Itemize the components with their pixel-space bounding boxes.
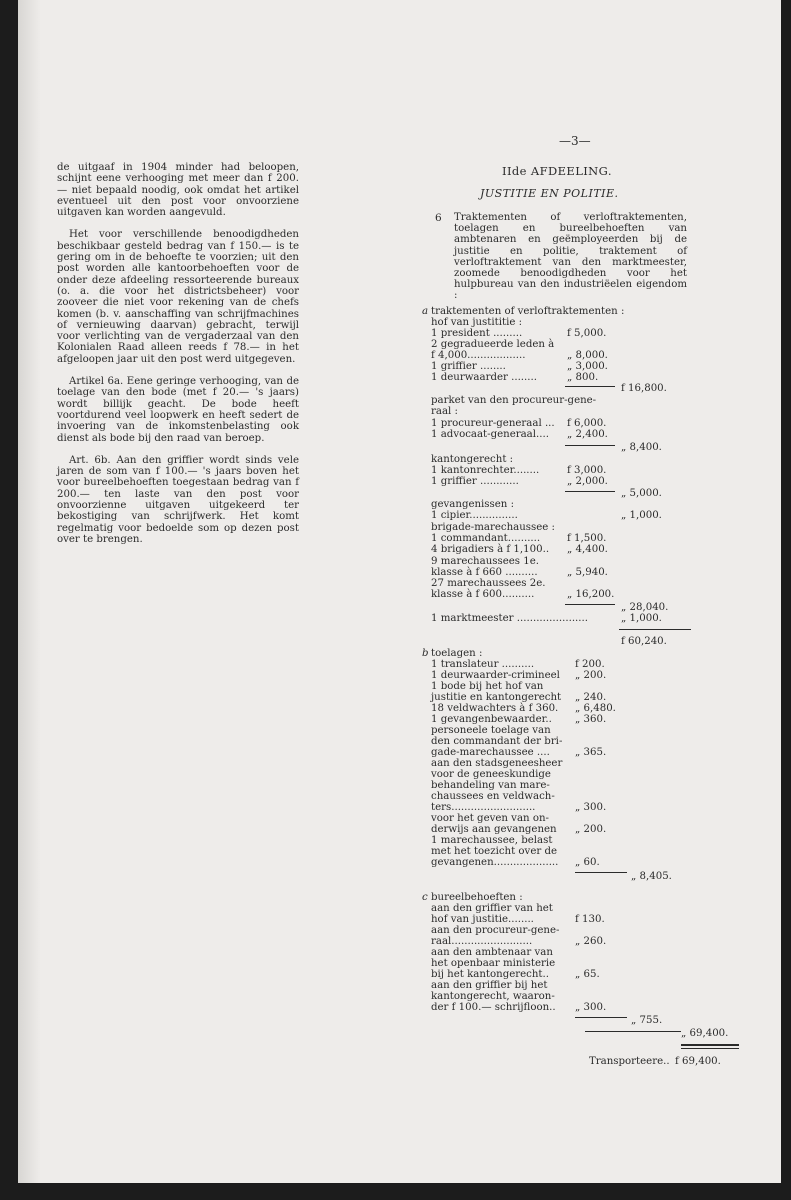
paragraph-3-artikel-6a: Artikel 6a. Eene geringe verhooging, van de toelage van den bode (met f 20.— 's jaars) wordt billijk geacht. De bode heeft voortdurend veel loopwerk en heeft sedert de invoering van de inkomstenbelasting ook dienst als bode bij den raad van beroep. bbox=[57, 376, 299, 444]
cipier-amount: „ 1,000. bbox=[621, 510, 662, 521]
subtotal-rule bbox=[565, 386, 615, 387]
page-number: —3— bbox=[559, 134, 591, 148]
b-line: derwijs aan gevangenen bbox=[431, 824, 557, 835]
b-amount: f 200. bbox=[575, 659, 605, 670]
deurwaarder-label: 1 deurwaarder ........ bbox=[431, 372, 538, 383]
total-rule bbox=[619, 629, 691, 630]
c-total: „ 755. bbox=[631, 1015, 663, 1026]
letter-b: b bbox=[422, 648, 429, 659]
transport-label: Transporteere.. bbox=[589, 1056, 670, 1067]
item-description: Traktementen of verloftraktementen, toelagen en bureelbehoeften van ambtenaren en geëmployeerden bij de justitie en politie, traktement of verloftraktement van den marktmeester, zoomede benoodigdheden voor het hulpbureau van den industriëelen eigendom : bbox=[454, 212, 687, 302]
c-line: kantongerecht, waaron- bbox=[431, 991, 555, 1002]
kanton-griffier-amount: „ 2,000. bbox=[567, 476, 608, 487]
kanton-griffier-label: 1 griffier ............ bbox=[431, 476, 519, 487]
b-line: ters.......................... bbox=[431, 802, 536, 813]
marechaussees-2e-amount: „ 16,200. bbox=[567, 589, 615, 600]
b-line: 18 veldwachters à f 360. bbox=[431, 703, 559, 714]
marechaussees-1e-label-2: klasse à f 660 .......... bbox=[431, 567, 538, 578]
b-line: 1 deurwaarder-crimineel bbox=[431, 670, 560, 681]
letter-a: a bbox=[422, 306, 429, 317]
parket-label: parket van den procureur-gene- bbox=[431, 395, 597, 406]
c-amount: „ 65. bbox=[575, 969, 600, 980]
letter-c: c bbox=[422, 892, 428, 903]
griffier-label: 1 griffier ........ bbox=[431, 361, 506, 372]
paragraph-2: Het voor verschillende benoodigdheden beschikbaar gesteld bedrag van f 150.— is te gering om in de behoefte te voorzien; uit den post worden alle kantoorbehoeften voor de onder deze afdeeling ressorteerende bureaux (o. a. die voor het districtsbeheer) voor zooveer die niet voor rekening van de chefs komen (b. v. aanschaffing van schrijfmachines of vernieuwing daarvan) gebracht, terwijl voor verlichting van de vergaderzaal van den Kolonialen Raad alleen reeds f 78.— in het afgeloopen jaar uit den post werd uitgegeven. bbox=[57, 229, 299, 365]
parket-label-2: raal : bbox=[431, 406, 458, 417]
b-line: gade-marechaussee .... bbox=[431, 747, 550, 758]
brigade-heading: brigade-marechaussee : bbox=[431, 522, 555, 533]
b-line: 1 bode bij het hof van bbox=[431, 681, 544, 692]
commandant-amount: f 1,500. bbox=[567, 533, 607, 544]
griffier-amount: „ 3,000. bbox=[567, 361, 608, 372]
marechaussees-1e-label: 9 marechaussees 1e. bbox=[431, 556, 539, 567]
marechaussees-2e-label-2: klasse à f 600.......... bbox=[431, 589, 535, 600]
marechaussees-2e-label: 27 marechaussees 2e. bbox=[431, 578, 546, 589]
c-line: raal......................... bbox=[431, 936, 533, 947]
paragraph-4-artikel-6b: Art. 6b. Aan den griffier wordt sinds vele jaren de som van f 100.— 's jaars boven het voor bureelbehoeften toegestaan bedrag van f 200.— ten laste van den post voor onvoorzienne uitgaven uitgekeerd ter bekostiging van schrijfwerk. Het komt regelmatig voor bedoelde som op dezen post over te brengen. bbox=[57, 454, 299, 545]
c-amount: „ 300. bbox=[575, 1002, 607, 1013]
b-amount: „ 300. bbox=[575, 802, 607, 813]
c-line: aan den griffier van het bbox=[431, 903, 553, 914]
commandant-label: 1 commandant.......... bbox=[431, 533, 541, 544]
b-line: met het toezicht over de bbox=[431, 846, 558, 857]
b-line: personeele toelage van bbox=[431, 725, 551, 736]
b-amount: „ 360. bbox=[575, 714, 607, 725]
subsection-title: JUSTITIE EN POLITIE. bbox=[480, 187, 619, 200]
b-line: den commandant der bri- bbox=[431, 736, 563, 747]
b-line: 1 gevangenbewaarder.. bbox=[431, 714, 552, 725]
cipier-label: 1 cipier............... bbox=[431, 510, 518, 521]
kantonrechter-label: 1 kantonrechter........ bbox=[431, 465, 540, 476]
gevangenissen-heading: gevangenissen : bbox=[431, 499, 515, 510]
c-line: aan den griffier bij het bbox=[431, 980, 548, 991]
b-line: voor de geneeskundige bbox=[431, 769, 551, 780]
subtotal-rule bbox=[565, 445, 615, 446]
procureur-label: 1 procureur-generaal ... bbox=[431, 418, 555, 429]
a-heading: traktementen of verloftraktementen : bbox=[431, 306, 625, 317]
transport-amount: f 69,400. bbox=[675, 1056, 721, 1067]
marktmeester-label: 1 marktmeester ...................... bbox=[431, 613, 589, 624]
procureur-amount: f 6,000. bbox=[567, 418, 607, 429]
b-line: voor het geven van on- bbox=[431, 813, 549, 824]
brigadiers-label: 4 brigadiers à f 1,100.. bbox=[431, 544, 550, 555]
b-amount: „ 60. bbox=[575, 857, 600, 868]
advocaat-amount: „ 2,400. bbox=[567, 429, 608, 440]
kanton-heading: kantongerecht : bbox=[431, 454, 514, 465]
document-page bbox=[18, 0, 781, 1183]
b-amount: „ 365. bbox=[575, 747, 607, 758]
a-total: f 60,240. bbox=[621, 636, 667, 647]
gegradueerde-amount: „ 8,000. bbox=[567, 350, 608, 361]
page-fold-shadow bbox=[19, 0, 41, 1183]
b-line: aan den stadsgeneesheer bbox=[431, 758, 563, 769]
b-heading: toelagen : bbox=[431, 648, 483, 659]
president-amount: f 5,000. bbox=[567, 328, 607, 339]
b-line: justitie en kantongerecht bbox=[431, 692, 562, 703]
c-line: aan den procureur-gene- bbox=[431, 925, 560, 936]
b-amount: „ 200. bbox=[575, 670, 607, 681]
president-label: 1 president ......... bbox=[431, 328, 523, 339]
grand-total: „ 69,400. bbox=[681, 1028, 729, 1039]
b-total: „ 8,405. bbox=[631, 871, 672, 882]
c-amount: „ 260. bbox=[575, 936, 607, 947]
total-double-rule bbox=[681, 1044, 739, 1046]
b-amount: „ 200. bbox=[575, 824, 607, 835]
left-column-commentary bbox=[57, 162, 299, 556]
c-line: der f 100.— schrijfloon.. bbox=[431, 1002, 556, 1013]
hof-total: f 16,800. bbox=[621, 383, 667, 394]
parket-total: „ 8,400. bbox=[621, 442, 662, 453]
c-heading: bureelbehoeften : bbox=[431, 892, 523, 903]
b-line: 1 marechaussee, belast bbox=[431, 835, 553, 846]
b-amount: „ 6,480. bbox=[575, 703, 616, 714]
brigadiers-amount: „ 4,400. bbox=[567, 544, 608, 555]
b-line: 1 translateur .......... bbox=[431, 659, 535, 670]
subtotal-rule bbox=[575, 872, 627, 873]
c-amount: f 130. bbox=[575, 914, 605, 925]
gegradueerde-label-2: f 4,000.................. bbox=[431, 350, 526, 361]
c-line: hof van justitie........ bbox=[431, 914, 534, 925]
c-line: aan den ambtenaar van bbox=[431, 947, 553, 958]
b-amount: „ 240. bbox=[575, 692, 607, 703]
section-title: IIde AFDEELING. bbox=[502, 164, 612, 178]
paragraph-1: de uitgaaf in 1904 minder had beloopen, schijnt eene verhooging met meer dan f 200.— niet bepaald noodig, ook omdat het artikel eventueel uit den post voor onvoorziene uitgaven kan worden aangevuld. bbox=[57, 162, 299, 219]
c-line: bij het kantongerecht.. bbox=[431, 969, 549, 980]
subtotal-rule bbox=[585, 1031, 681, 1032]
total-double-rule bbox=[681, 1048, 739, 1049]
subtotal-rule bbox=[575, 1017, 627, 1018]
b-line: gevangenen.................... bbox=[431, 857, 559, 868]
advocaat-label: 1 advocaat-generaal.... bbox=[431, 429, 549, 440]
subtotal-rule bbox=[565, 604, 615, 605]
c-line: het openbaar ministerie bbox=[431, 958, 556, 969]
kanton-total: „ 5,000. bbox=[621, 488, 662, 499]
deurwaarder-amount: „ 800. bbox=[567, 372, 599, 383]
marechaussees-1e-amount: „ 5,940. bbox=[567, 567, 608, 578]
gegradueerde-label: 2 gegradueerde leden à bbox=[431, 339, 555, 350]
b-line: behandeling van mare- bbox=[431, 780, 550, 791]
marktmeester-amount: „ 1,000. bbox=[621, 613, 662, 624]
item-number: 6 bbox=[435, 212, 442, 224]
brigade-total: „ 28,040. bbox=[621, 602, 669, 613]
subtotal-rule bbox=[565, 491, 615, 492]
hof-heading: hof van justititie : bbox=[431, 317, 523, 328]
kantonrechter-amount: f 3,000. bbox=[567, 465, 607, 476]
b-line: chaussees en veldwach- bbox=[431, 791, 555, 802]
